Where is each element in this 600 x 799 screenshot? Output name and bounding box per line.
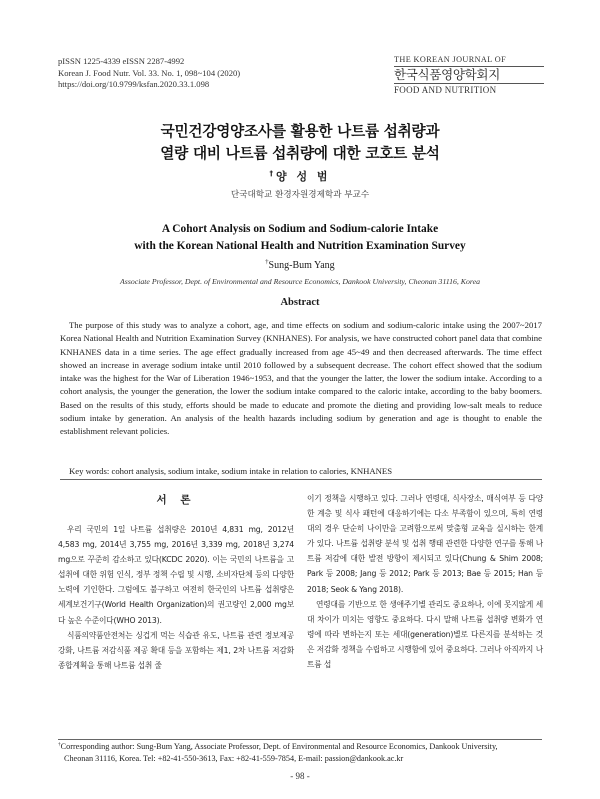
keywords: Key words: cohort analysis, sodium intake, sodium intake in relation to calories, KNHANES: [69, 466, 393, 476]
author-en-name: Sung-Bum Yang: [268, 260, 335, 271]
journal-name-ko: 한국식품영양학회지: [394, 67, 500, 82]
body-column-left: [58, 490, 294, 673]
citation-line: Korean J. Food Nutr. Vol. 33. No. 1, 098~104 (2020): [58, 67, 241, 78]
affiliation-ko: 단국대학교 환경자원경제학과 부교수: [230, 190, 370, 200]
author-en: [0, 260, 600, 271]
section-heading-introduction: 서 론: [156, 494, 196, 506]
paper-title-en-line1: A Cohort Analysis on Sodium and Sodium-calorie Intake: [161, 223, 439, 235]
body-paragraph: 연령대를 기반으로 한 생애주기별 관리도 중요하나, 이에 못지않게 세대 차이가 미치는 영향도 중요하다. 다시 말해 나트륨 섭취량 변화가 연령에 따라 변하는지 또는 세대(generation)별로 다른지를 분석하는 것은 저감화 정책을 수립하고 시행함에 있어 중요하다. 그러나 아직까지 나트륨 섭: [307, 599, 543, 670]
footnote-divider: [58, 739, 542, 740]
body-paragraph: 이기 정책을 시행하고 있다. 그러나 연령대, 식사장소, 매식여부 등 다양한 계층 및 식사 패턴에 대응하기에는 다소 부족함이 있으며, 특히 연령대의 경우 단순히 나이만을 고려함으로써 맞춤형 교육을 실시하는 한계가 있다. 나트륨 섭취량 분석 및 섭취 행태 관련한 다양한 연구를 통해 나트륨 저감에 대한 발전 방향이 제시되고 있다(Chung & Shim 2008; Park 등 2008; Jang 등 2012; Park 등 2013; Bae 등 2015; Han 등 2018; Seok & Yang 2018).: [307, 494, 543, 594]
footnote-line1: †Corresponding author: Sung-Bum Yang, Associate Professor, Dept. of Environmental and Resource Economics, Dankook University,: [58, 741, 498, 751]
author-en-mark: †: [265, 258, 269, 266]
footnote-mark: †: [58, 741, 61, 748]
paper-title-ko-line2: 열량 대비 나트륨 섭취량에 대한 코호트 분석: [160, 145, 440, 162]
author-ko-mark: †: [269, 168, 277, 178]
body-paragraph: 우리 국민의 1일 나트륨 섭취량은 2010년 4,831 mg, 2012년 4,583 mg, 2014년 3,755 mg, 2016년 3,339 mg, 2018년 3,274 mg으로 꾸준히 감소하고 있다(KCDC 2020). 이는 국민의 나트륨을 고섭취에 대한 위험 인식, 정부 정책 수립 및 시행, 소비자단체 등의 다양한 노력에 기인한다. 그럼에도 불구하고 여전히 한국인의 나트륨 섭취량은 세계보건기구(World Health Organization)의 권고량인 2,000 mg보다 높은 수준이다(WHO 2013).: [58, 525, 294, 625]
affiliation-en: Associate Professor, Dept. of Environmental and Resource Economics, Dankook University, Cheonan 31116, Korea: [120, 277, 480, 286]
journal-logo: [394, 55, 544, 95]
journal-name-en-bottom: FOOD AND NUTRITION: [394, 83, 544, 95]
paper-title-en-line2: with the Korean National Health and Nutrition Examination Survey: [134, 240, 466, 252]
paper-title-ko-line1: 국민건강영양조사를 활용한 나트륨 섭취량과: [160, 123, 440, 140]
abstract-text: The purpose of this study was to analyze a cohort, age, and time effects on sodium and sodium-caloric intake using the 2007~2017 Korea National Health and Nutrition Examination Survey (KNHANES). For analysis, we have constructed cohort panel data that combine KNHANES data in a time series. The age effect gradually increased from age 45~49 and then decreased afterwards. The time effect showed an increase in average sodium intake until 2010 followed by a subsequent decrease. The cohort effect showed that the sodium intake was the highest for the War of Liberation 1946~1953, and that the younger the latter, the lower the sodium intake. According to a cohort analysis, the younger the generation, the lower the sodium intake compared to the caloric intake, according to the baby boomers. Based on the results of this study, efforts should be made to educate and promote the dieting and providing low-salt meals to reduce sodium intake by generation. An analysis of the health hazards including sodium by generation and age is thought to enable the establishment relevant policies.: [60, 320, 542, 437]
issn-line: pISSN 1225-4339 eISSN 2287-4992: [58, 56, 185, 66]
abstract-divider: [60, 479, 542, 480]
body-column-right: [307, 491, 543, 672]
corresponding-author-footnote: [58, 741, 548, 766]
paper-title-en: [0, 221, 600, 255]
paper-title-ko: [0, 121, 600, 165]
publication-meta: [58, 56, 240, 91]
abstract-heading: Abstract: [280, 297, 320, 308]
author-ko-name: 양 성 범: [276, 170, 331, 183]
doi-link[interactable]: https://doi.org/10.9799/ksfan.2020.33.1.098: [58, 79, 210, 89]
page-number: - 98 -: [290, 771, 310, 781]
footnote-line2: Cheonan 31116, Korea. Tel: +82-41-550-3613, Fax: +82-41-559-7854, E-mail: passion@dankook.ac.kr: [64, 754, 404, 764]
author-ko: [0, 168, 600, 184]
body-paragraph: 식품의약품안전처는 싱겁게 먹는 식습관 유도, 나트륨 관련 정보제공 강화, 나트륨 저감식품 제공 확대 등을 포함하는 제1, 2차 나트륨 저감화 종합계획을 통해 나트륨 섭취 줄: [58, 630, 294, 670]
journal-name-en-top: THE KOREAN JOURNAL OF: [394, 55, 544, 67]
